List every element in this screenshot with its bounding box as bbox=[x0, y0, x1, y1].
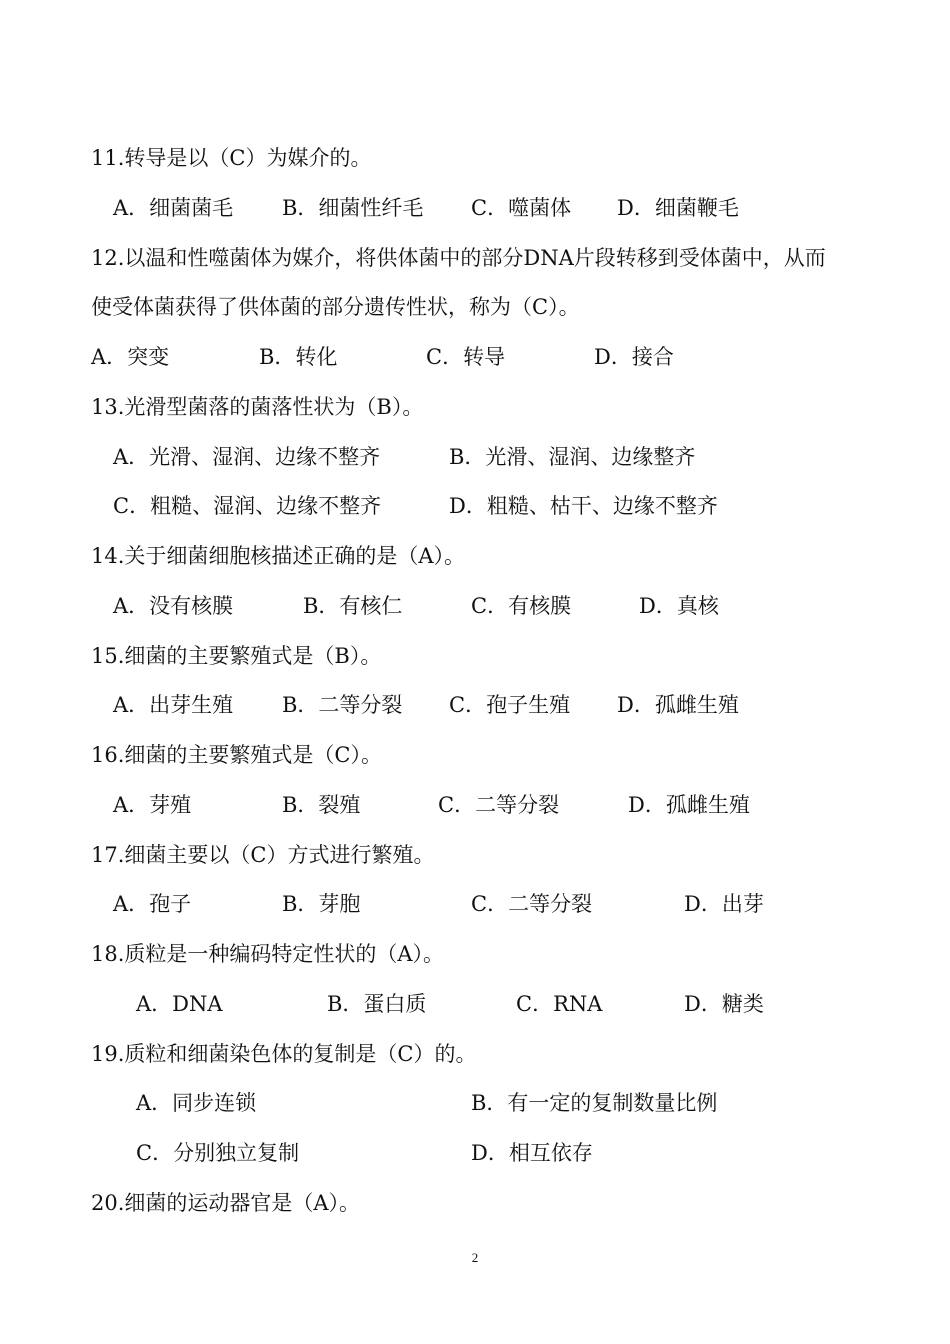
question-stem: 20.细菌的运动器官是（A）。 bbox=[91, 1191, 361, 1215]
option-b: B．有核仁 bbox=[303, 594, 403, 618]
option-d: D．糖类 bbox=[684, 992, 764, 1016]
option-a: A．光滑、湿润、边缘不整齐 bbox=[113, 445, 381, 469]
option-a: A．突变 bbox=[91, 345, 170, 369]
option-c: C．分别独立复制 bbox=[136, 1141, 300, 1165]
option-d: D．细菌鞭毛 bbox=[617, 196, 739, 220]
question-stem: 13.光滑型菌落的菌落性状为（B）。 bbox=[91, 395, 424, 419]
question-stem-continued: 使受体菌获得了供体菌的部分遗传性状，称为（C）。 bbox=[91, 295, 580, 319]
option-c: C．二等分裂 bbox=[438, 793, 560, 817]
option-b: B．转化 bbox=[259, 345, 338, 369]
option-c: C．有核膜 bbox=[471, 594, 572, 618]
option-d: D．出芽 bbox=[684, 892, 764, 916]
option-a: A．芽殖 bbox=[113, 793, 192, 817]
option-b: B．蛋白质 bbox=[327, 992, 427, 1016]
option-d: D．孤雌生殖 bbox=[617, 693, 739, 717]
option-d: D．粗糙、枯干、边缘不整齐 bbox=[449, 494, 718, 518]
option-d: D．真核 bbox=[639, 594, 719, 618]
option-c: C．二等分裂 bbox=[471, 892, 593, 916]
page-number: 2 bbox=[471, 1250, 479, 1265]
question-stem: 15.细菌的主要繁殖式是（B）。 bbox=[91, 644, 382, 668]
option-a: A．同步连锁 bbox=[136, 1091, 257, 1115]
option-b: B．细菌性纤毛 bbox=[282, 196, 424, 220]
option-b: B．光滑、湿润、边缘整齐 bbox=[449, 445, 696, 469]
question-stem: 17.细菌主要以（C）方式进行繁殖。 bbox=[91, 843, 435, 867]
option-c: C．转导 bbox=[426, 345, 506, 369]
question-stem: 14.关于细菌细胞核描述正确的是（A）。 bbox=[91, 544, 466, 568]
option-d: D．孤雌生殖 bbox=[628, 793, 750, 817]
question-stem: 19.质粒和细菌染色体的复制是（C）的。 bbox=[91, 1042, 477, 1066]
option-c: C．粗糙、湿润、边缘不整齐 bbox=[113, 494, 382, 518]
option-c: C．RNA bbox=[516, 992, 603, 1016]
option-d: D．相互依存 bbox=[471, 1141, 593, 1165]
option-d: D．接合 bbox=[594, 345, 674, 369]
option-a: A．孢子 bbox=[113, 892, 192, 916]
option-a: A．细菌菌毛 bbox=[113, 196, 234, 220]
question-stem: 11.转导是以（C）为媒介的。 bbox=[91, 146, 372, 170]
question-stem: 16.细菌的主要繁殖式是（C）。 bbox=[91, 743, 382, 767]
option-b: B．芽胞 bbox=[282, 892, 361, 916]
option-c: C．噬菌体 bbox=[471, 196, 572, 220]
option-b: B．有一定的复制数量比例 bbox=[471, 1091, 718, 1115]
option-b: B．裂殖 bbox=[282, 793, 361, 817]
option-b: B．二等分裂 bbox=[282, 693, 403, 717]
option-a: A．没有核膜 bbox=[113, 594, 234, 618]
question-stem: 18.质粒是一种编码特定性状的（A）。 bbox=[91, 942, 445, 966]
option-c: C．孢子生殖 bbox=[449, 693, 571, 717]
option-a: A．DNA bbox=[136, 992, 223, 1016]
option-a: A．出芽生殖 bbox=[113, 693, 234, 717]
question-stem: 12.以温和性噬菌体为媒介，将供体菌中的部分DNA片段转移到受体菌中，从而 bbox=[91, 246, 826, 270]
